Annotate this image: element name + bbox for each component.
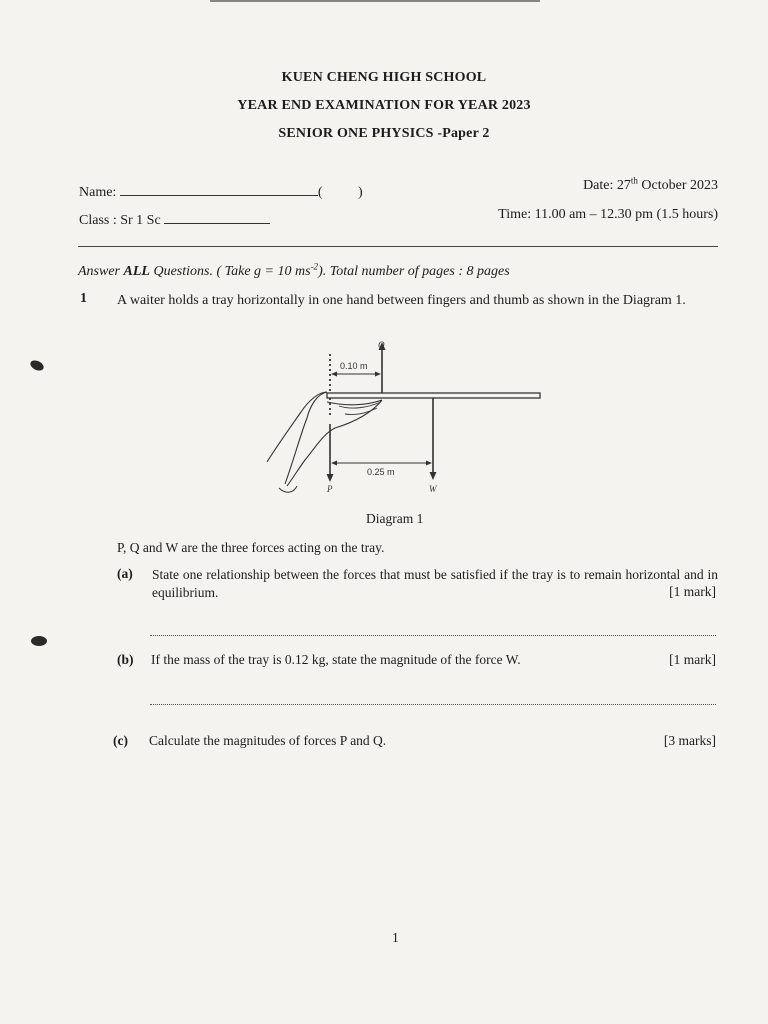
- instr-answer: Answer: [78, 264, 120, 279]
- exam-title: YEAR END EXAMINATION FOR YEAR 2023: [237, 98, 531, 113]
- part-a-marks: [1 mark]: [669, 584, 716, 599]
- class-blank[interactable]: [164, 211, 270, 224]
- label-dist-top: 0.10 m: [340, 361, 368, 371]
- tray: [327, 393, 540, 398]
- label-q: Q: [378, 340, 385, 350]
- name-label: Name:: [79, 185, 117, 200]
- instr-exp: -2: [310, 261, 319, 272]
- part-b-text: If the mass of the tray is 0.12 kg, state the magnitude of the force W.: [151, 652, 521, 667]
- answer-line-b[interactable]: [150, 704, 716, 705]
- question-text: A waiter holds a tray horizontally in one hand between fingers and thumb as shown in the Diagram 1.: [117, 293, 686, 308]
- instr-rest: ). Total number of pages : 8 pages: [318, 264, 510, 279]
- punch-hole-smudge-bottom: [31, 636, 47, 646]
- question-number: 1: [80, 291, 87, 306]
- wrist-cuff: [279, 486, 297, 492]
- date-text: [583, 175, 718, 194]
- name-blank[interactable]: [120, 183, 318, 196]
- part-a-text: [152, 566, 718, 602]
- force-p-arrowhead: [327, 474, 334, 482]
- name-paren-close: ): [358, 185, 363, 200]
- instructions: [78, 261, 510, 280]
- part-c-marks: [3 marks]: [663, 733, 716, 748]
- hand-back: [267, 392, 327, 462]
- diagram-1: [255, 336, 555, 506]
- part-b-label: (b): [117, 652, 134, 667]
- class-row: [79, 211, 270, 229]
- part-c-text: Calculate the magnitudes of forces P and Q.: [149, 733, 387, 748]
- instr-all: ALL: [123, 264, 150, 279]
- part-a-question: State one relationship between the forces that must be satisfied if the tray is to remain horizontal and in equilibrium.: [152, 567, 718, 600]
- instr-take: Questions. ( Take g = 10 ms: [153, 264, 311, 279]
- part-b-marks: [1 mark]: [669, 652, 716, 667]
- punch-hole-smudge-top: [29, 358, 45, 372]
- page-number: 1: [392, 930, 399, 945]
- school-name: KUEN CHENG HIGH SCHOOL: [281, 70, 487, 85]
- label-w: W: [429, 484, 437, 494]
- date-suffix: October 2023: [637, 178, 718, 193]
- subject-title: SENIOR ONE PHYSICS -Paper 2: [278, 126, 490, 141]
- forces-intro: P, Q and W are the three forces acting on the tray.: [117, 540, 385, 555]
- class-label: Class : Sr 1 Sc: [79, 213, 161, 228]
- force-w-arrowhead: [430, 472, 437, 480]
- diagram-caption: Diagram 1: [366, 511, 424, 526]
- name-paren-open: (: [317, 185, 323, 200]
- label-dist-bottom: 0.25 m: [367, 467, 395, 477]
- part-c-label: (c): [113, 733, 128, 748]
- date-sup: th: [630, 175, 638, 186]
- date-prefix: Date: 27: [583, 178, 631, 193]
- header-rule: [78, 246, 718, 247]
- time-text: Time: 11.00 am – 12.30 pm (1.5 hours): [498, 207, 718, 222]
- label-p: P: [327, 484, 333, 494]
- answer-line-a[interactable]: [150, 635, 716, 636]
- page-edge-shadow: [210, 0, 540, 2]
- part-a-label: (a): [117, 566, 133, 581]
- name-row: [79, 183, 363, 201]
